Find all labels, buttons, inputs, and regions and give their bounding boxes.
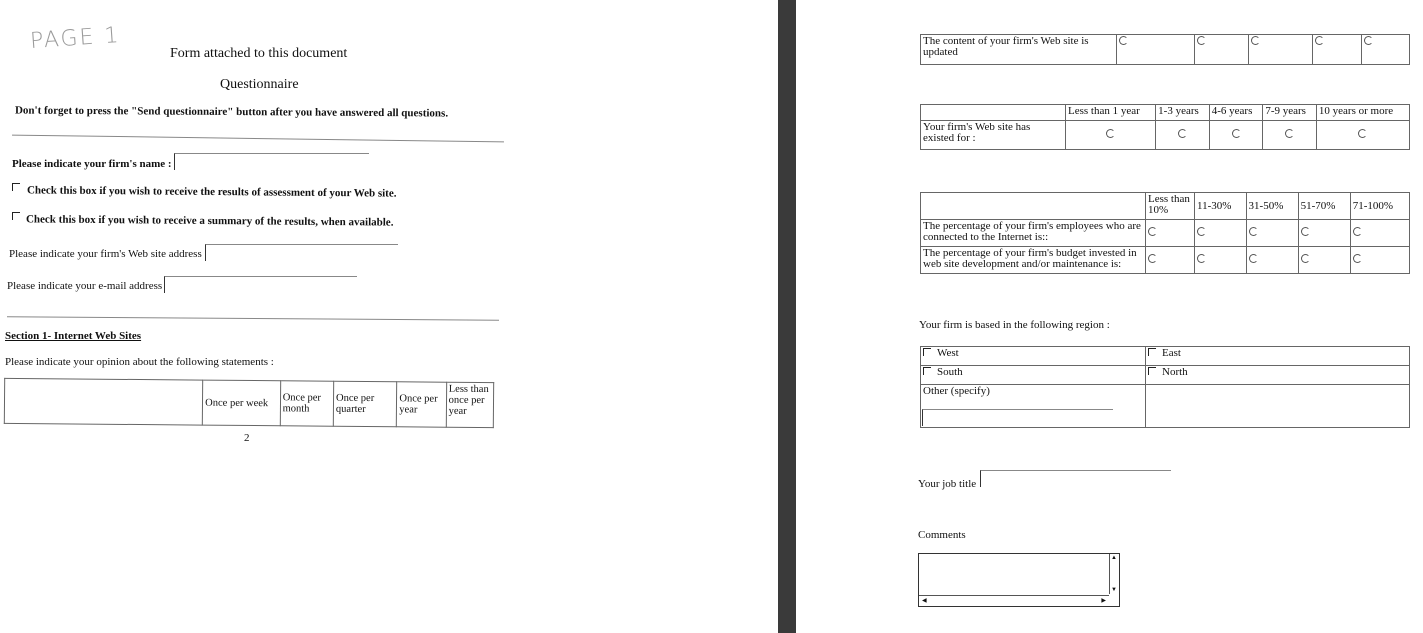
radio-button[interactable] bbox=[1249, 227, 1258, 236]
divider bbox=[7, 316, 499, 320]
radio-button[interactable] bbox=[1251, 36, 1260, 45]
radio-cell bbox=[1246, 247, 1298, 274]
radio-cell bbox=[1146, 220, 1195, 247]
radio-cell bbox=[1195, 220, 1247, 247]
send-instruction: Don't forget to press the "Send questionnaire" button after you have answered all questions. bbox=[14, 104, 449, 120]
radio-cell bbox=[1316, 121, 1409, 150]
vertical-scrollbar[interactable] bbox=[1109, 554, 1119, 594]
east-checkbox[interactable] bbox=[1148, 348, 1156, 356]
region-cell bbox=[1146, 347, 1410, 366]
radio-button[interactable] bbox=[1301, 227, 1310, 236]
web-address-label: Please indicate your firm's Web site address bbox=[9, 248, 202, 260]
header-cell: 11-30% bbox=[1195, 193, 1247, 220]
radio-button[interactable] bbox=[1301, 254, 1310, 263]
radio-cell bbox=[1350, 220, 1409, 247]
site-age-table bbox=[920, 104, 1410, 150]
radio-cell bbox=[1263, 121, 1317, 150]
radio-cell bbox=[1298, 247, 1350, 274]
region-cell bbox=[1146, 366, 1410, 385]
radio-cell bbox=[1156, 121, 1210, 150]
firm-name-input[interactable] bbox=[174, 153, 369, 170]
radio-cell bbox=[1116, 35, 1194, 65]
region-cell bbox=[921, 366, 1146, 385]
header-cell: Less than 1 year bbox=[1066, 105, 1156, 121]
radio-cell bbox=[1194, 35, 1248, 65]
handwritten-page-label: PAGE 1 bbox=[29, 22, 122, 55]
header-cell: Once per quarter bbox=[333, 381, 397, 427]
email-input[interactable] bbox=[164, 276, 357, 293]
header-cell: Less than 10% bbox=[1146, 193, 1195, 220]
frequency-table bbox=[4, 378, 494, 428]
page-number: 2 bbox=[244, 432, 250, 444]
other-cell bbox=[921, 385, 1146, 428]
comments-textarea[interactable] bbox=[918, 553, 1120, 607]
radio-button[interactable] bbox=[1119, 36, 1128, 45]
region-prompt: Your firm is based in the following region : bbox=[919, 319, 1110, 331]
web-address-input[interactable] bbox=[205, 244, 398, 261]
results-checkbox-label: Check this box if you wish to receive the results of assessment of your Web site. bbox=[26, 184, 397, 200]
radio-cell bbox=[1195, 247, 1247, 274]
header-cell: 1-3 years bbox=[1156, 105, 1210, 121]
questionnaire-title: Questionnaire bbox=[220, 77, 299, 92]
opinion-prompt: Please indicate your opinion about the following statements : bbox=[5, 356, 274, 368]
region-label: West bbox=[937, 347, 959, 359]
region-label: North bbox=[1162, 366, 1188, 378]
blank-header-cell bbox=[921, 193, 1146, 220]
horizontal-scrollbar[interactable] bbox=[919, 595, 1109, 606]
header-cell: Once per year bbox=[397, 382, 447, 427]
blank-header-cell bbox=[4, 378, 203, 425]
radio-button[interactable] bbox=[1148, 227, 1157, 236]
radio-cell bbox=[1066, 121, 1156, 150]
south-checkbox[interactable] bbox=[923, 367, 931, 375]
radio-button[interactable] bbox=[1148, 254, 1157, 263]
header-cell: 51-70% bbox=[1298, 193, 1350, 220]
other-specify-input[interactable] bbox=[922, 409, 1113, 426]
radio-cell bbox=[1298, 220, 1350, 247]
comments-label: Comments bbox=[918, 529, 966, 541]
row-label: The percentage of your firm's budget invested in web site development and/or maintenance is: bbox=[921, 247, 1146, 274]
header-cell: 31-50% bbox=[1246, 193, 1298, 220]
region-label: South bbox=[937, 366, 963, 378]
row-label: Your firm's Web site has existed for : bbox=[921, 121, 1066, 150]
radio-button[interactable] bbox=[1358, 129, 1367, 138]
radio-button[interactable] bbox=[1197, 227, 1206, 236]
section-title: Section 1- Internet Web Sites bbox=[5, 330, 142, 342]
form-title: Form attached to this document bbox=[170, 46, 348, 61]
scroll-down-icon[interactable]: ▼ bbox=[1111, 587, 1117, 593]
radio-cell bbox=[1362, 35, 1410, 65]
right-page bbox=[796, 0, 1423, 633]
scroll-right-icon[interactable]: ▶ bbox=[1101, 598, 1106, 604]
radio-button[interactable] bbox=[1178, 129, 1187, 138]
radio-cell bbox=[1209, 121, 1263, 150]
header-cell: Once per week bbox=[203, 380, 281, 426]
results-checkbox[interactable] bbox=[12, 183, 20, 191]
divider bbox=[12, 135, 504, 143]
header-cell: 4-6 years bbox=[1209, 105, 1263, 121]
percentage-table bbox=[920, 192, 1410, 274]
radio-button[interactable] bbox=[1353, 227, 1362, 236]
blank-header-cell bbox=[921, 105, 1066, 121]
radio-button[interactable] bbox=[1232, 129, 1241, 138]
row-label: The content of your firm's Web site is updated bbox=[921, 35, 1117, 65]
region-cell bbox=[921, 347, 1146, 366]
radio-cell bbox=[1248, 35, 1312, 65]
summary-checkbox[interactable] bbox=[12, 212, 20, 220]
other-label: Other (specify) bbox=[923, 385, 990, 397]
firm-name-label: Please indicate your firm's name : bbox=[12, 158, 172, 170]
radio-button[interactable] bbox=[1353, 254, 1362, 263]
radio-button[interactable] bbox=[1285, 129, 1294, 138]
header-cell: Less than once per year bbox=[446, 382, 494, 427]
radio-button[interactable] bbox=[1106, 129, 1115, 138]
email-label: Please indicate your e-mail address bbox=[7, 280, 163, 292]
radio-button[interactable] bbox=[1197, 254, 1206, 263]
job-title-label: Your job title bbox=[918, 478, 977, 490]
radio-cell bbox=[1312, 35, 1362, 65]
header-cell: Once per month bbox=[280, 381, 334, 426]
scroll-up-icon[interactable]: ▲ bbox=[1111, 555, 1117, 561]
summary-checkbox-label: Check this box if you wish to receive a summary of the results, when available. bbox=[25, 213, 394, 229]
radio-button[interactable] bbox=[1315, 36, 1324, 45]
north-checkbox[interactable] bbox=[1148, 367, 1156, 375]
radio-cell bbox=[1246, 220, 1298, 247]
row-label: The percentage of your firm's employees who are connected to the Internet is:: bbox=[921, 220, 1146, 247]
radio-button[interactable] bbox=[1364, 36, 1373, 45]
header-cell: 71-100% bbox=[1350, 193, 1409, 220]
west-checkbox[interactable] bbox=[923, 348, 931, 356]
blank-cell bbox=[1146, 385, 1410, 428]
radio-cell bbox=[1146, 247, 1195, 274]
region-table bbox=[920, 346, 1410, 428]
job-title-input[interactable] bbox=[980, 470, 1171, 487]
scroll-left-icon[interactable]: ◀ bbox=[922, 598, 927, 604]
header-cell: 10 years or more bbox=[1316, 105, 1409, 121]
page-gutter bbox=[778, 0, 796, 633]
radio-cell bbox=[1350, 247, 1409, 274]
region-label: East bbox=[1162, 347, 1181, 359]
header-cell: 7-9 years bbox=[1263, 105, 1317, 121]
radio-button[interactable] bbox=[1197, 36, 1206, 45]
update-frequency-table bbox=[920, 34, 1410, 65]
radio-button[interactable] bbox=[1249, 254, 1258, 263]
